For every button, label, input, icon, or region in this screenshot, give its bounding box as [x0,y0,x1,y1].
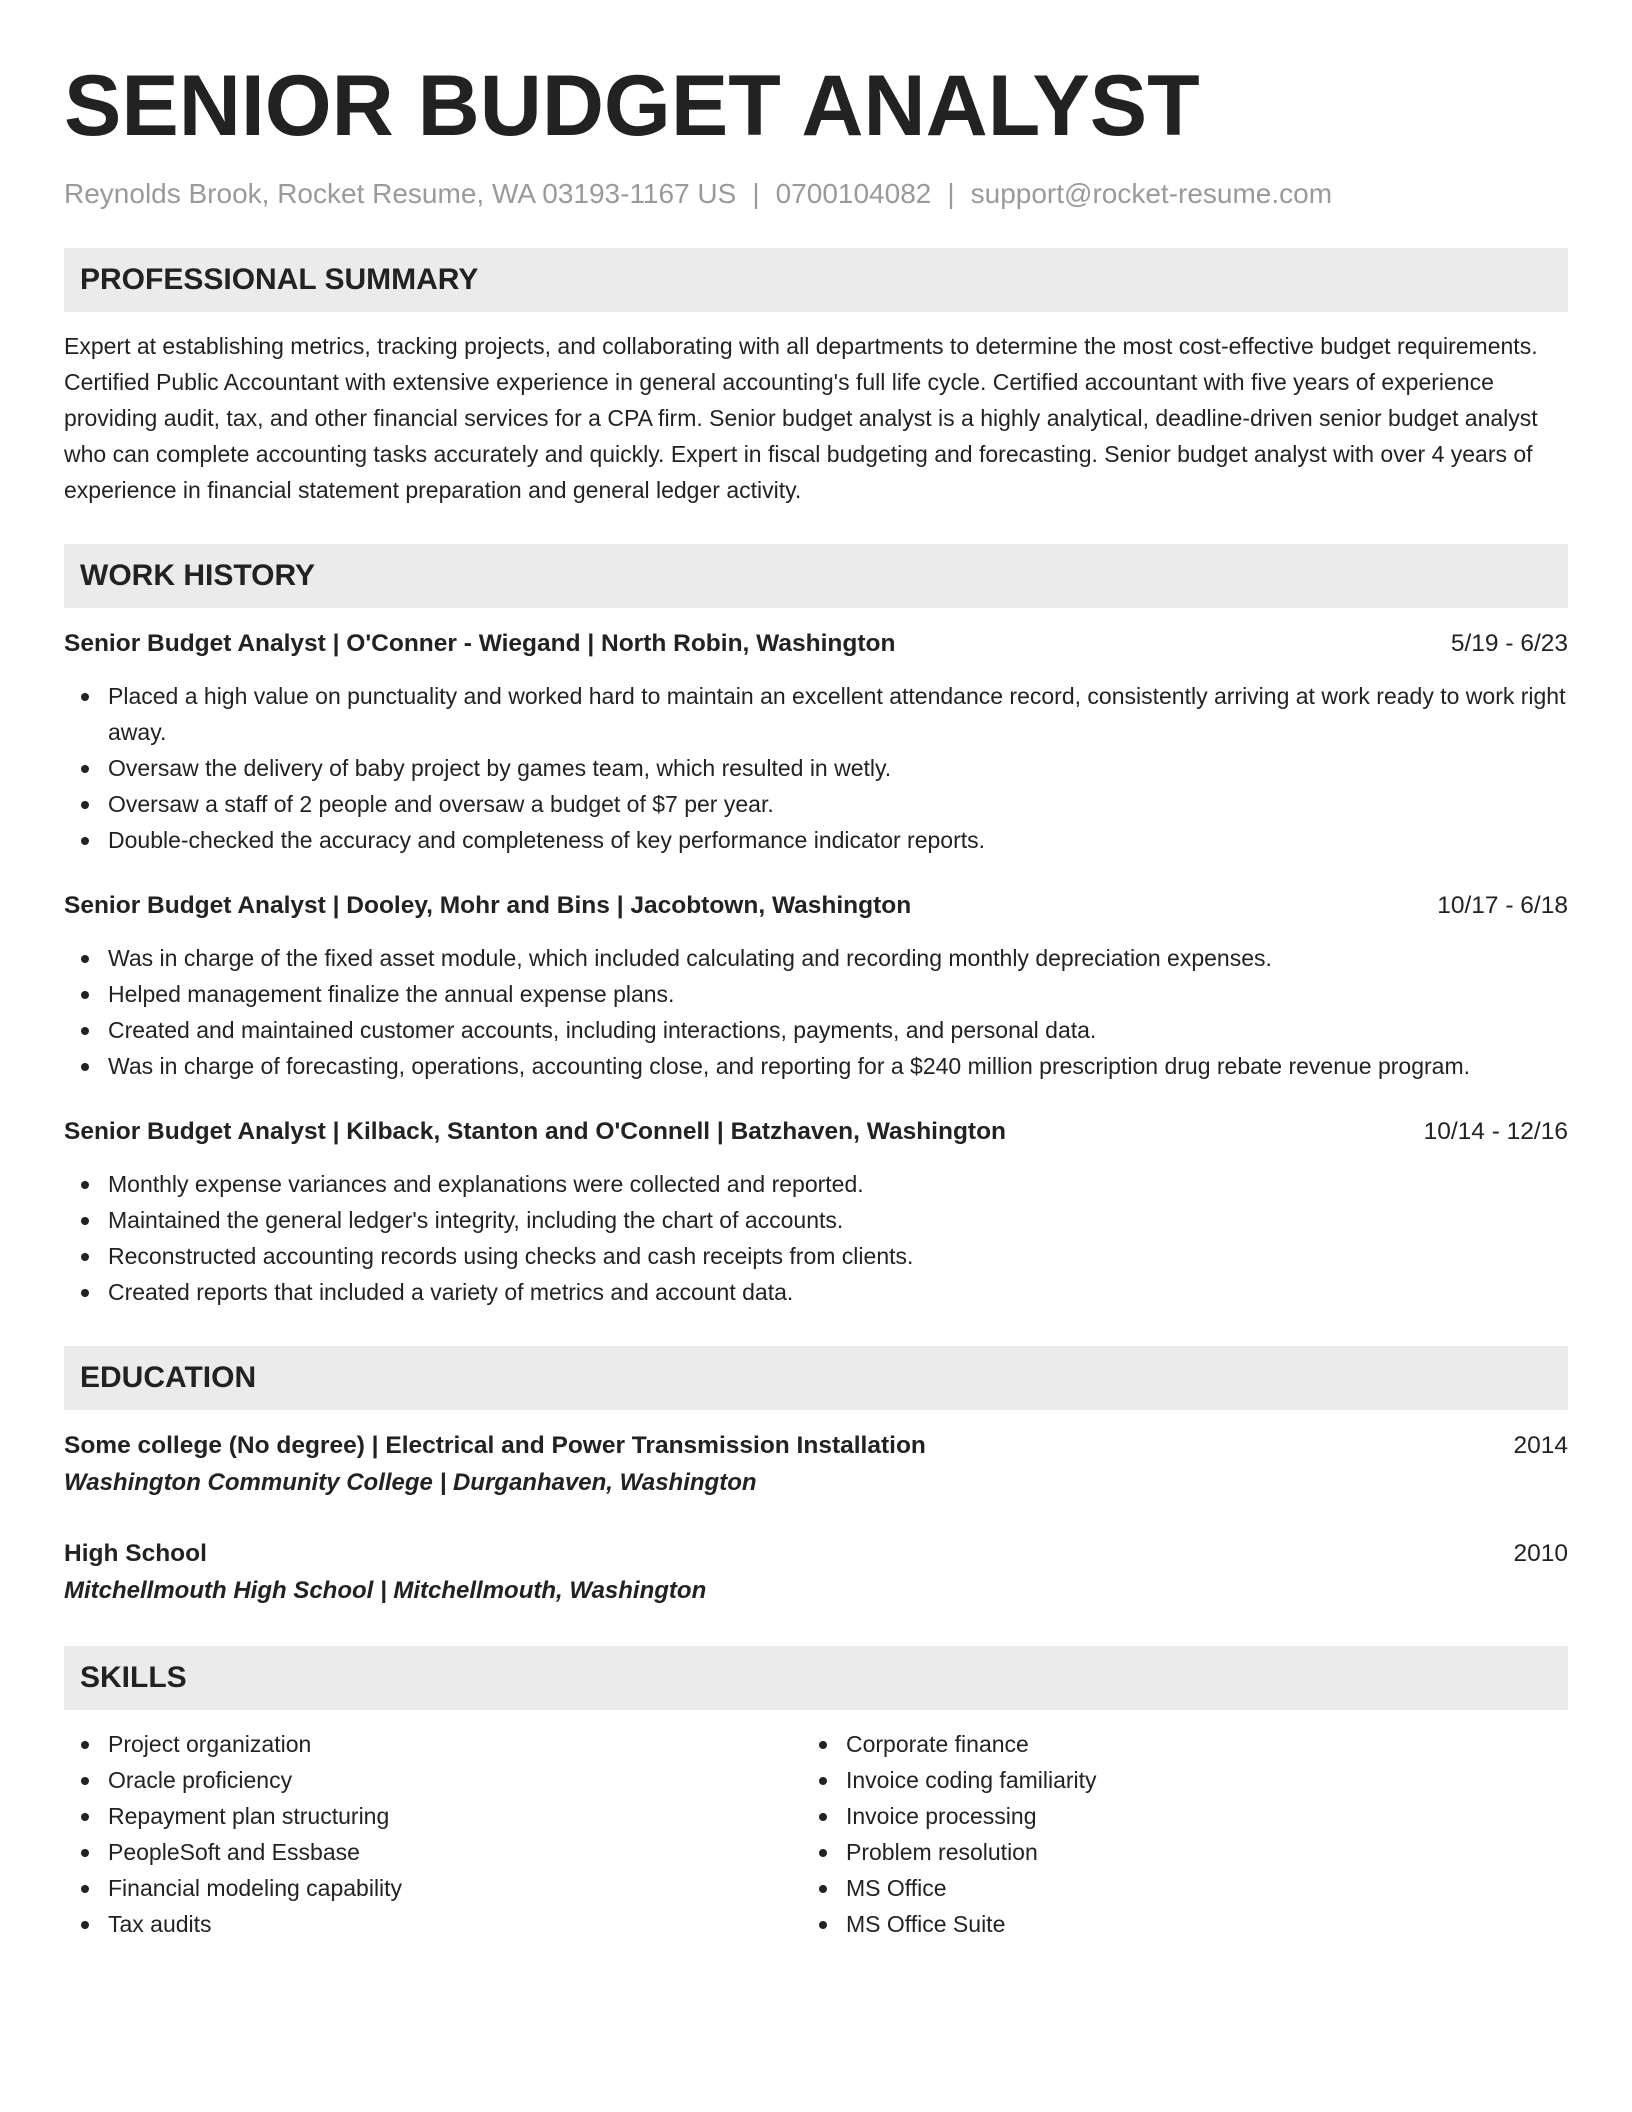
skill-item: MS Office [802,1870,1562,1906]
job-header [64,888,1568,924]
job-bullet: Maintained the general ledger's integrity, including the chart of accounts. [64,1202,1568,1238]
skill-item: Problem resolution [802,1834,1562,1870]
job-bullet: Created reports that included a variety of metrics and account data. [64,1274,1568,1310]
job-entry [64,888,1568,1084]
skills-grid [64,1726,1568,1942]
job-bullet: Oversaw a staff of 2 people and oversaw a budget of $7 per year. [64,786,1568,822]
job-bullet: Helped management finalize the annual expense plans. [64,976,1568,1012]
job-bullet: Double-checked the accuracy and completeness of key performance indicator reports. [64,822,1568,858]
skill-item: Corporate finance [802,1726,1562,1762]
job-entry [64,1114,1568,1310]
job-title: Senior Budget Analyst | Dooley, Mohr and Bins | Jacobtown, Washington [64,892,912,919]
skill-item: Invoice processing [802,1798,1562,1834]
education-title: High School [64,1540,207,1567]
skill-item: Project organization [64,1726,802,1762]
education-header [64,1536,1568,1572]
education-header [64,1428,1568,1464]
education-entry [64,1536,1568,1610]
contact-separator: | [752,178,760,209]
job-title: Senior Budget Analyst | Kilback, Stanton and O'Connell | Batzhaven, Washington [64,1118,1006,1145]
job-dates: 10/14 - 12/16 [1423,1118,1568,1145]
skill-item: Tax audits [64,1906,802,1942]
job-dates: 10/17 - 6/18 [1437,892,1568,919]
summary-text: Expert at establishing metrics, tracking projects, and collaborating with all departments to determine the most cost-effective budget requirements. Certified Public Accountant with extensive experience in general accounting's full life cycle. Certified accountant with five years of experience providing audit, tax, and other financial services for a CPA firm. Senior budget analyst is a highly analytical, deadline-driven senior budget analyst who can complete accounting tasks accurately and quickly. Expert in fiscal budgeting and forecasting. Senior budget analyst with over 4 years of experience in financial statement preparation and general ledger activity. [64,333,1538,503]
job-bullet: Placed a high value on punctuality and worked hard to maintain an excellent attendance record, consistently arriving at work ready to work right away. [64,678,1568,750]
skill-item: Oracle proficiency [64,1762,802,1798]
education-school: Mitchellmouth High School | Mitchellmouth, Washington [64,1577,707,1604]
education-year: 2014 [1513,1432,1568,1459]
skill-item: MS Office Suite [802,1906,1562,1942]
education-school: Washington Community College | Durganhaven, Washington [64,1469,757,1496]
education-title: Some college (No degree) | Electrical and Power Transmission Installation [64,1432,926,1459]
job-bullet: Monthly expense variances and explanations were collected and reported. [64,1166,1568,1202]
contact-phone: 0700104082 [775,178,932,209]
contact-separator: | [947,178,955,209]
job-bullet: Was in charge of the fixed asset module, which included calculating and recording monthly depreciation expenses. [64,940,1568,976]
section-heading-work-history: WORK HISTORY [64,544,1568,608]
section-heading-education: EDUCATION [64,1346,1568,1410]
skill-item: Financial modeling capability [64,1870,802,1906]
job-bullet: Was in charge of forecasting, operations, accounting close, and reporting for a $240 million prescription drug rebate revenue program. [64,1048,1568,1084]
job-bullet: Oversaw the delivery of baby project by games team, which resulted in wetly. [64,750,1568,786]
job-bullet: Reconstructed accounting records using checks and cash receipts from clients. [64,1238,1568,1274]
job-dates: 5/19 - 6/23 [1450,630,1568,657]
candidate-title: SENIOR BUDGET ANALYST [64,58,1200,154]
skill-item: Invoice coding familiarity [802,1762,1562,1798]
skills-column-right [802,1726,1562,1942]
contact-line [64,176,1568,212]
job-header [64,1114,1568,1150]
contact-email: support@rocket-resume.com [970,178,1333,209]
job-bullets [64,678,1568,858]
skills-column-left [64,1726,802,1942]
skill-item: Repayment plan structuring [64,1798,802,1834]
education-year: 2010 [1513,1540,1568,1567]
job-bullet: Created and maintained customer accounts, including interactions, payments, and personal data. [64,1012,1568,1048]
job-bullets [64,1166,1568,1310]
job-header [64,626,1568,662]
contact-address: Reynolds Brook, Rocket Resume, WA 03193-1167 US [64,178,737,209]
job-entry [64,626,1568,858]
education-entry [64,1428,1568,1502]
section-heading-summary: PROFESSIONAL SUMMARY [64,248,1568,312]
skill-item: PeopleSoft and Essbase [64,1834,802,1870]
section-heading-skills: SKILLS [64,1646,1568,1710]
job-bullets [64,940,1568,1084]
job-title: Senior Budget Analyst | O'Conner - Wiegand | North Robin, Washington [64,630,896,657]
